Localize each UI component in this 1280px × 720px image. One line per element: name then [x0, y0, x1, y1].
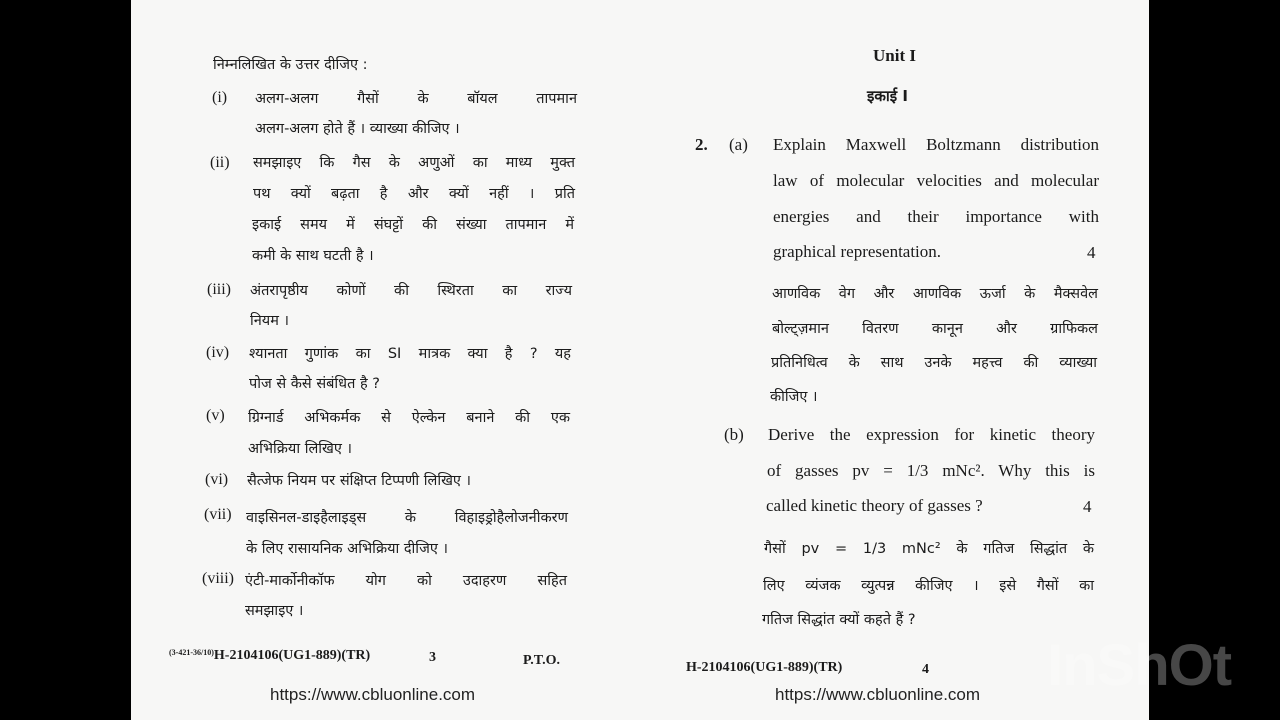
question-line-hindi: गैसों pv = 1/3 mNc² के गतिज सिद्धांत के	[764, 541, 1094, 557]
page-number: 4	[922, 662, 929, 677]
question-line-hindi: लिए व्यंजक व्युत्पन्न कीजिए । इसे गैसों का	[763, 578, 1094, 594]
question-number: (i)	[212, 89, 228, 106]
question-line: नियम ।	[250, 313, 289, 329]
question-number: (viii)	[202, 570, 234, 587]
question-line: Derive the expression for kinetic theory	[768, 425, 1095, 444]
question-line: Explain Maxwell Boltzmann distribution	[773, 135, 1099, 154]
page-number: 3	[429, 650, 436, 665]
question-line: graphical representation.	[773, 242, 942, 261]
question-line: of gasses pv = 1/3 mNc². Why this is	[767, 461, 1095, 480]
question-line: सैत्जेफ नियम पर संक्षिप्त टिप्पणी लिखिए ।	[247, 473, 472, 489]
question-number: (iii)	[207, 281, 231, 298]
question-number: (vii)	[204, 506, 232, 523]
question-line: पोज से कैसे संबंधित है ?	[249, 376, 380, 392]
question-line: पथ क्यों बढ़ता है और क्यों नहीं । प्रति	[253, 186, 575, 202]
question-line: अभिक्रिया लिखिए ।	[248, 441, 353, 457]
question-line-hindi: प्रतिनिधित्व के साथ उनके महत्त्व की व्याख्या	[771, 355, 1097, 371]
question-line: called kinetic theory of gasses ?	[766, 496, 983, 515]
question-line-hindi: कीजिए ।	[770, 389, 818, 405]
part-label: (a)	[729, 135, 748, 154]
question-line: energies and their importance with	[773, 207, 1099, 226]
part-label: (b)	[724, 425, 744, 444]
question-line: वाइसिनल-डाइहैलाइड्स के विहाइड्रोहैलोजनीकरण	[246, 510, 568, 526]
website-url: https://www.cbluonline.com	[775, 685, 981, 704]
unit-heading: Unit I	[873, 46, 916, 65]
question-number: (iv)	[206, 344, 230, 361]
instruction-heading: निम्नलिखित के उत्तर दीजिए :	[213, 57, 368, 73]
question-line: समझाइए कि गैस के अणुओं का माध्य मुक्त	[253, 155, 575, 171]
question-line-hindi: बोल्ट्ज़मान वितरण कानून और ग्राफिकल	[772, 321, 1098, 337]
unit-heading-hindi: इकाई I	[867, 87, 908, 105]
question-line: कमी के साथ घटती है ।	[252, 248, 374, 264]
question-line: इकाई समय में संघट्टों की संख्या तापमान में	[252, 217, 574, 233]
question-number: (v)	[206, 407, 225, 424]
paper-code: H-2104106(UG1-889)(TR)	[686, 660, 843, 675]
pto-label: P.T.O.	[523, 653, 560, 668]
question-line: अलग-अलग होते हैं । व्याख्या कीजिए ।	[255, 121, 460, 137]
question-line: law of molecular velocities and molecular	[773, 171, 1099, 190]
website-url: https://www.cbluonline.com	[270, 685, 476, 704]
question-line: के लिए रासायनिक अभिक्रिया दीजिए ।	[246, 541, 448, 557]
question-line: ग्रिग्नार्ड अभिकर्मक से ऐल्केन बनाने की एक	[248, 410, 570, 426]
marks-label: 4	[1087, 243, 1096, 262]
question-number: (vi)	[205, 471, 229, 488]
paper-code	[169, 648, 370, 664]
question-line: एंटी-मार्कोनीकॉफ योग को उदाहरण सहित	[245, 573, 567, 589]
question-number: 2.	[695, 135, 708, 154]
question-line: अलग-अलग गैसों के बॉयल तापमान	[255, 91, 577, 107]
question-line-hindi: गतिज सिद्धांत क्यों कहते हैं ?	[762, 612, 916, 628]
inshot-watermark: InShOt	[1047, 633, 1232, 698]
marks-label: 4	[1083, 497, 1092, 516]
question-line: श्यानता गुणांक का SI मात्रक क्या है ? यह	[249, 346, 571, 362]
question-line-hindi: आणविक वेग और आणविक ऊर्जा के मैक्सवेल	[772, 286, 1098, 302]
paper-code-main: H-2104106(UG1-889)(TR)	[213, 648, 371, 663]
question-line: अंतरापृष्ठीय कोणों की स्थिरता का राज्य	[250, 283, 572, 299]
paper-code-small: (3-421-36/10)	[169, 648, 214, 657]
question-number: (ii)	[210, 154, 230, 171]
question-line: समझाइए ।	[245, 603, 304, 619]
